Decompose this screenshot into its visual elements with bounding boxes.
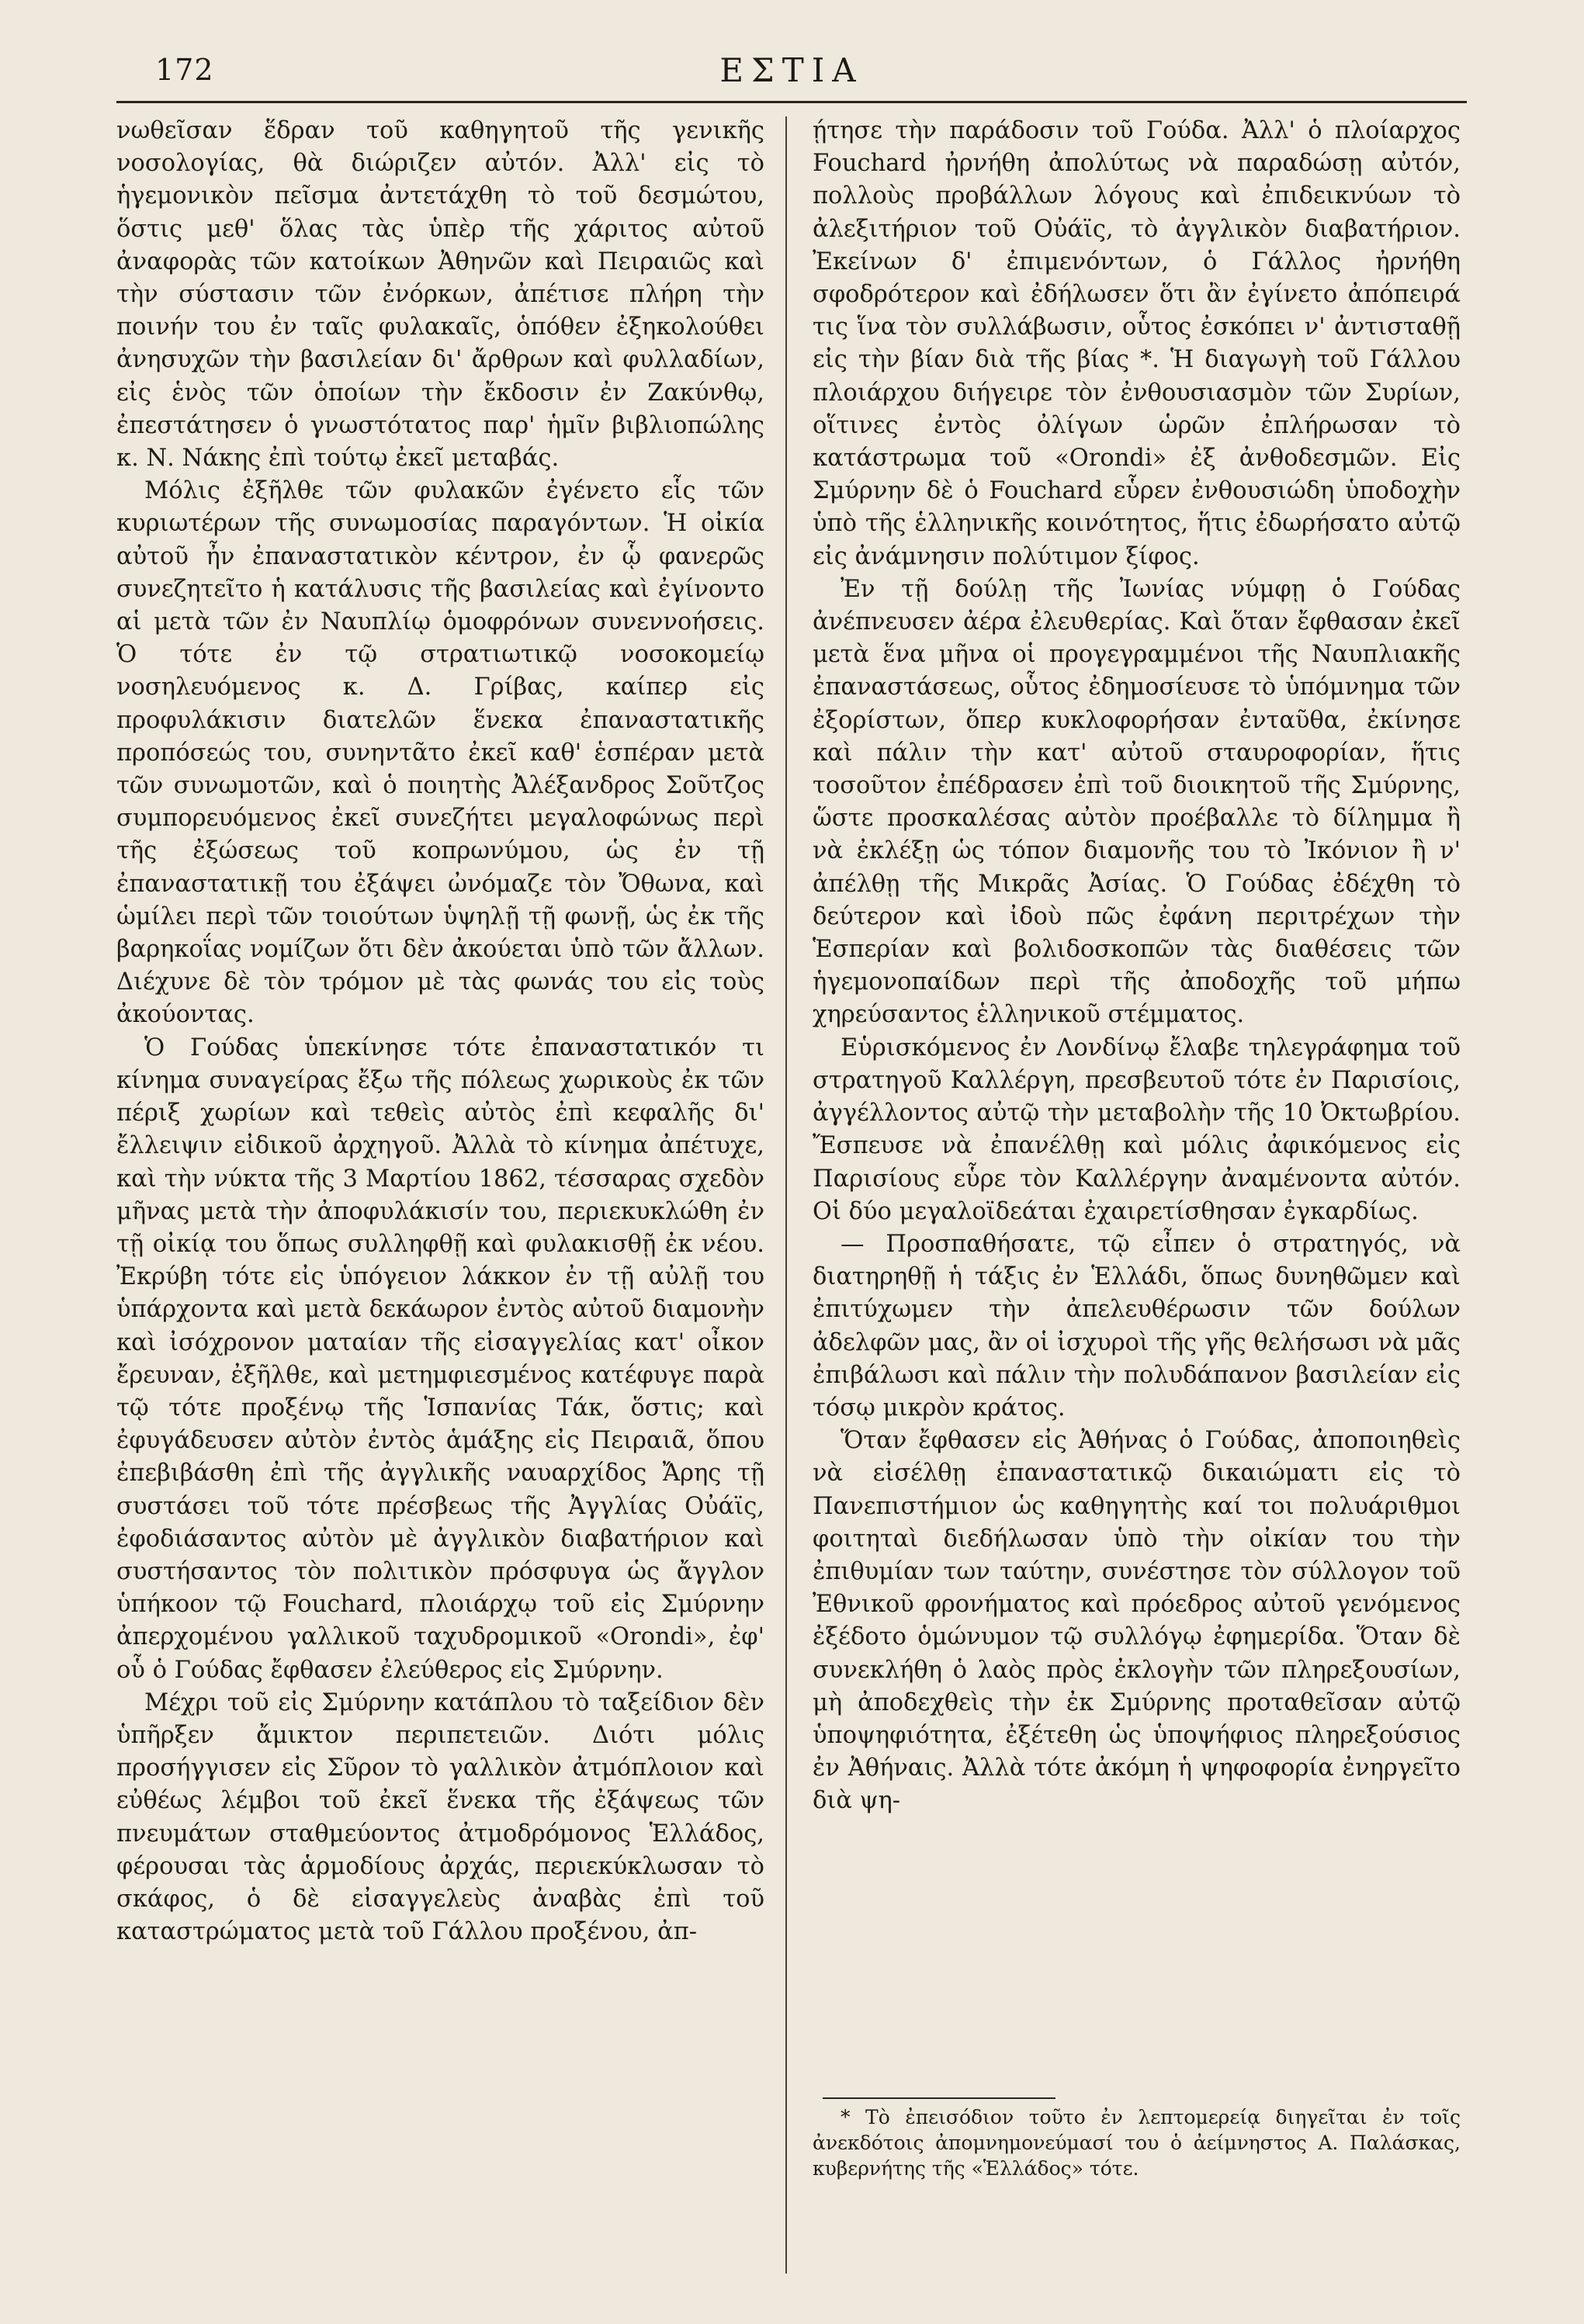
paragraph: ῄτησε τὴν παράδοσιν τοῦ Γούδα. Ἀλλ' ὁ πλοίαρχος Fouchard ἠρνήθη ἀπολύτως νὰ παραδώσῃ αὐτόν, πολλοὺς προβάλλων λόγους καὶ ἐπιδεικνύων τὸ ἀλεξιτήριον τοῦ Οὐάϊς, τὸ ἀγγλικὸν διαβατήριον. Ἐκείνων δ' ἐπιμενόντων, ὁ Γάλλος ἠρνήθη σφοδρότερον καὶ ἐδήλωσεν ὅτι ἂν ἐγίνετο ἀπόπειρά τις ἵνα τὸν συλλάβωσιν, οὗτος ἐσκόπει ν' ἀντισταθῇ εἰς τὴν βίαν διὰ τῆς βίας *. Ἡ διαγωγὴ τοῦ Γάλλου πλοιάρχου διήγειρε τὸν ἐνθουσιασμὸν τῶν Συρίων, οἵτινες ἐντὸς ὀλίγων ὡρῶν ἐπλήρωσαν τὸ κατάστρωμα τοῦ «Orondi» ἐξ ἀνθοδεσμῶν. Εἰς Σμύρνην δὲ ὁ Fouchard εὗρεν ἐνθουσιώδη ὑποδοχὴν ὑπὸ τῆς ἑλληνικῆς κοινότητος, ἥτις ἐδωρήσατο αὐτῷ εἰς ἀνάμνησιν πολύτιμον ξίφος. (813, 117, 1461, 570)
paragraph: Ἐν τῇ δούλῃ τῆς Ἰωνίας νύμφῃ ὁ Γούδας ἀνέπνευσεν ἀέρα ἐλευθερίας. Καὶ ὅταν ἔφθασαν ἐκεῖ μετὰ ἕνα μῆνα οἱ προγεγραμμένοι τῆς Ναυπλιακῆς ἐπαναστάσεως, οὗτος ἐδημοσίευσε τὸ ὑπόμνημα τῶν ἐξορίστων, ὅπερ κυκλοφορήσαν ἐνταῦθα, ἐκίνησε καὶ πάλιν τὴν κατ' αὐτοῦ σταυροφορίαν, ἥτις τοσοῦτον ἐπέδρασεν ἐπὶ τοῦ διοικητοῦ τῆς Σμύρνης, ὥστε προσκαλέσας αὐτὸν προέβαλλε τὸ δίλημμα ἢ νὰ ἐκλέξῃ ὡς τόπον διαμονῆς του τὸ Ἰκόνιον ἢ ν' ἀπέλθῃ τῆς Μικρᾶς Ἀσίας. Ὁ Γούδας ἐδέχθη τὸ δεύτερον καὶ ἰδοὺ πῶς ἐφάνη περιτρέχων τὴν Ἑσπερίαν καὶ βολιδοσκοπῶν τὰς διαθέσεις τῶν ἡγεμονοπαίδων περὶ τῆς ἀποδοχῆς τοῦ μήπω χηρεύσαντος ἑλληνικοῦ στέμματος. (813, 575, 1461, 1029)
paragraph: Μέχρι τοῦ εἰς Σμύρνην κατάπλου τὸ ταξείδιον δὲν ὑπῆρξεν ἄμικτον περιπετειῶν. Διότι μόλις προσήγγισεν εἰς Σῦρον τὸ γαλλικὸν ἀτμόπλοιον καὶ εὐθέως λέμβοι τοῦ ἐκεῖ ἕνεκα τῆς ἐξάψεως τῶν πνευμάτων σταθμεύοντος ἀτμοδρόμονος Ἑλλάδος, φέρουσαι τὰς ἁρμοδίους ἀρχάς, περιεκύκλωσαν τὸ σκάφος, ὁ δὲ εἰσαγγελεὺς ἀναβὰς ἐπὶ τοῦ καταστρώματος μετὰ τοῦ Γάλλου προξένου, ἀπ- (116, 1688, 764, 1946)
paragraph: — Προσπαθήσατε, τῷ εἶπεν ὁ στρατηγός, νὰ διατηρηθῇ ἡ τάξις ἐν Ἑλλάδι, ὅπως δυνηθῶμεν καὶ ἐπιτύχωμεν τὴν ἀπελευθέρωσιν τῶν δούλων ἀδελφῶν μας, ἂν οἱ ἰσχυροὶ τῆς γῆς θελήσωσι νὰ μᾶς ἐπιβάλωσι καὶ πάλιν τὴν πολυδάπανον βασιλείαν εἰς τόσῳ μικρὸν κράτος. (813, 1230, 1461, 1422)
column-divider (785, 116, 787, 2274)
paragraph: Ὅταν ἔφθασεν εἰς Ἀθήνας ὁ Γούδας, ἀποποιηθεὶς νὰ εἰσέλθῃ ἐπαναστατικῷ δικαιώματι εἰς τὸ Πανεπιστήμιον ὡς καθηγητὴς καί τοι πολυάριθμοι φοιτηταὶ διεδήλωσαν ὑπὸ τὴν οἰκίαν του τὴν ἐπιθυμίαν των ταύτην, συνέστησε τὸν σύλλογον τοῦ Ἐθνικοῦ φρονήματος καὶ πρόεδρος αὐτοῦ γενόμενος ἐξέδοτο ὁμώνυμον τῷ συλλόγῳ ἐφημερίδα. Ὅταν δὲ συνεκλήθη ὁ λαὸς πρὸς ἐκλογὴν τῶν πληρεξουσίων, μὴ ἀποδεχθεὶς τὴν ἐκ Σμύρνης προταθεῖσαν αὐτῷ ὑποψηφιότητα, ἐξέτεθη ὡς ὑποψήφιος πληρεξούσιος ἐν Ἀθήναις. Ἀλλὰ τότε ἀκόμη ἡ ψηφοφορία ἐνηργεῖτο διὰ ψη- (813, 1427, 1461, 1815)
right-column (813, 115, 1461, 2070)
paragraph: Εὑρισκόμενος ἐν Λονδίνῳ ἔλαβε τηλεγράφημα τοῦ στρατηγοῦ Καλλέργη, πρεσβευτοῦ τότε ἐν Παρισίοις, ἀγγέλλοντος αὐτῷ τὴν μεταβολὴν τῆς 10 Ὀκτωβρίου. Ἔσπευσε νὰ ἐπανέλθῃ καὶ μόλις ἀφικόμενος εἰς Παρισίους εὗρε τὸν Καλλέργην ἀναμένοντα αὐτόν. Οἱ δύο μεγαλοϊδεάται ἐχαιρετίσθησαν ἐγκαρδίως. (813, 1034, 1461, 1225)
page-header (116, 47, 1467, 93)
footnote-rule (823, 2097, 1055, 2099)
left-column (116, 115, 764, 2272)
header-rule (116, 101, 1467, 103)
running-title: ΕΣΤΙΑ (719, 51, 864, 89)
paragraph: Ὁ Γούδας ὑπεκίνησε τότε ἐπαναστατικόν τι κίνημα συναγείρας ἔξω τῆς πόλεως χωρικοὺς ἐκ τῶν πέριξ χωρίων καὶ τεθεὶς αὐτὸς ἐπὶ κεφαλῆς δι' ἔλλειψιν εἰδικοῦ ἀρχηγοῦ. Ἀλλὰ τὸ κίνημα ἀπέτυχε, καὶ τὴν νύκτα τῆς 3 Μαρτίου 1862, τέσσαρας σχεδὸν μῆνας μετὰ τὴν ἀποφυλάκισίν του, περιεκυκλώθη ἐν τῇ οἰκίᾳ του ὅπως συλληφθῇ καὶ φυλακισθῇ ἐκ νέου. Ἐκρύβη τότε εἰς ὑπόγειον λάκκον ἐν τῇ αὐλῇ του ὑπάρχοντα καὶ μετὰ δεκάωρον ἐντὸς αὐτοῦ διαμονὴν καὶ ἰσόχρονον ματαίαν τῆς εἰσαγγελίας κατ' οἶκον ἔρευναν, ἐξῆλθε, καὶ μετημφιεσμένος κατέφυγε παρὰ τῷ τότε προξένῳ τῆς Ἱσπανίας Τάκ, ὅστις; καὶ ἐφυγάδευσεν αὐτὸν ἐντὸς ἁμάξης εἰς Πειραιᾶ, ὅπου ἐπεβιβάσθη ἐπὶ τῆς ἀγγλικῆς ναυαρχίδος Ἄρης τῇ συστάσει τοῦ τότε πρέσβεως τῆς Ἀγγλίας Οὐάϊς, ἐφοδιάσαντος αὐτὸν μὲ ἀγγλικὸν διαβατήριον καὶ συστήσαντος τὸν πολιτικὸν πρόσφυγα ὡς ἄγγλον ὑπήκοον τῷ Fouchard, πλοιάρχῳ τοῦ εἰς Σμύρνην ἀπερχομένου γαλλικοῦ ταχυδρομικοῦ «Orondi», ἐφ' οὗ ὁ Γούδας ἔφθασεν ἐλεύθερος εἰς Σμύρνην. (116, 1034, 764, 1684)
paragraph: νωθεῖσαν ἕδραν τοῦ καθηγητοῦ τῆς γενικῆς νοσολογίας, θὰ διώριζεν αὐτόν. Ἀλλ' εἰς τὸ ἡγεμονικὸν πεῖσμα ἀντετάχθη τὸ τοῦ δεσμώτου, ὅστις μεθ' ὅλας τὰς ὑπὲρ τῆς χάριτος αὐτοῦ ἀναφορὰς τῶν κατοίκων Ἀθηνῶν καὶ Πειραιῶς καὶ τὴν σύστασιν τῶν ἐνόρκων, ἀπέτισε πλήρη τὴν ποινήν του ἐν ταῖς φυλακαῖς, ὁπόθεν ἐξηκολούθει ἀνησυχῶν τὴν βασιλείαν δι' ἄρθρων καὶ φυλλαδίων, εἰς ἑνὸς τῶν ὁποίων τὴν ἔκδοσιν ἐν Ζακύνθῳ, ἐπεστάτησεν ὁ γνωστότατος παρ' ἡμῖν βιβλιοπώλης κ. Ν. Νάκης ἐπὶ τούτῳ ἐκεῖ μεταβάς. (116, 117, 764, 473)
footnote-text: * Τὸ ἐπεισόδιον τοῦτο ἐν λεπτομερείᾳ διηγεῖται ἐν τοῖς ἀνεκδότοις ἀπομνημονεύμασί του ὁ ἀείμνηστος Α. Παλάσκας, κυβερνήτης τῆς «Ἑλλάδος» τότε. (813, 2106, 1461, 2180)
page-number: 172 (155, 53, 214, 87)
footnote (813, 2104, 1461, 2181)
paragraph: Μόλις ἐξῆλθε τῶν φυλακῶν ἐγένετο εἷς τῶν κυριωτέρων τῆς συνωμοσίας παραγόντων. Ἡ οἰκία αὐτοῦ ἦν ἐπαναστατικὸν κέντρον, ἐν ᾧ φανερῶς συνεζητεῖτο ἡ κατάλυσις τῆς βασιλείας καὶ ἐγίνοντο αἱ μετὰ τῶν ἐν Ναυπλίῳ ὁμοφρόνων συνεννοήσεις. Ὁ τότε ἐν τῷ στρατιωτικῷ νοσοκομείῳ νοσηλευόμενος κ. Δ. Γρίβας, καίπερ εἰς προφυλάκισιν διατελῶν ἕνεκα ἐπαναστατικῆς προπόσεώς του, συνηντᾶτο ἐκεῖ καθ' ἑσπέραν μετὰ τῶν συνωμοτῶν, καὶ ὁ ποιητὴς Ἀλέξανδρος Σοῦτζος συμπορευόμενος ἐκεῖ συνεζήτει μεγαλοφώνως περὶ τῆς ἐξώσεως τοῦ κοπρωνύμου, ὡς ἐν τῇ ἐπαναστατικῇ του ἐξάψει ὠνόμαζε τὸν Ὄθωνα, καὶ ὡμίλει περὶ τῶν τοιούτων ὑψηλῇ τῇ φωνῇ, ὡς ἐκ τῆς βαρηκοΐας νομίζων ὅτι δὲν ἀκούεται ὑπὸ τῶν ἄλλων. Διέχυνε δὲ τὸν τρόμον μὲ τὰς φωνάς του εἰς τοὺς ἀκούοντας. (116, 477, 764, 1029)
